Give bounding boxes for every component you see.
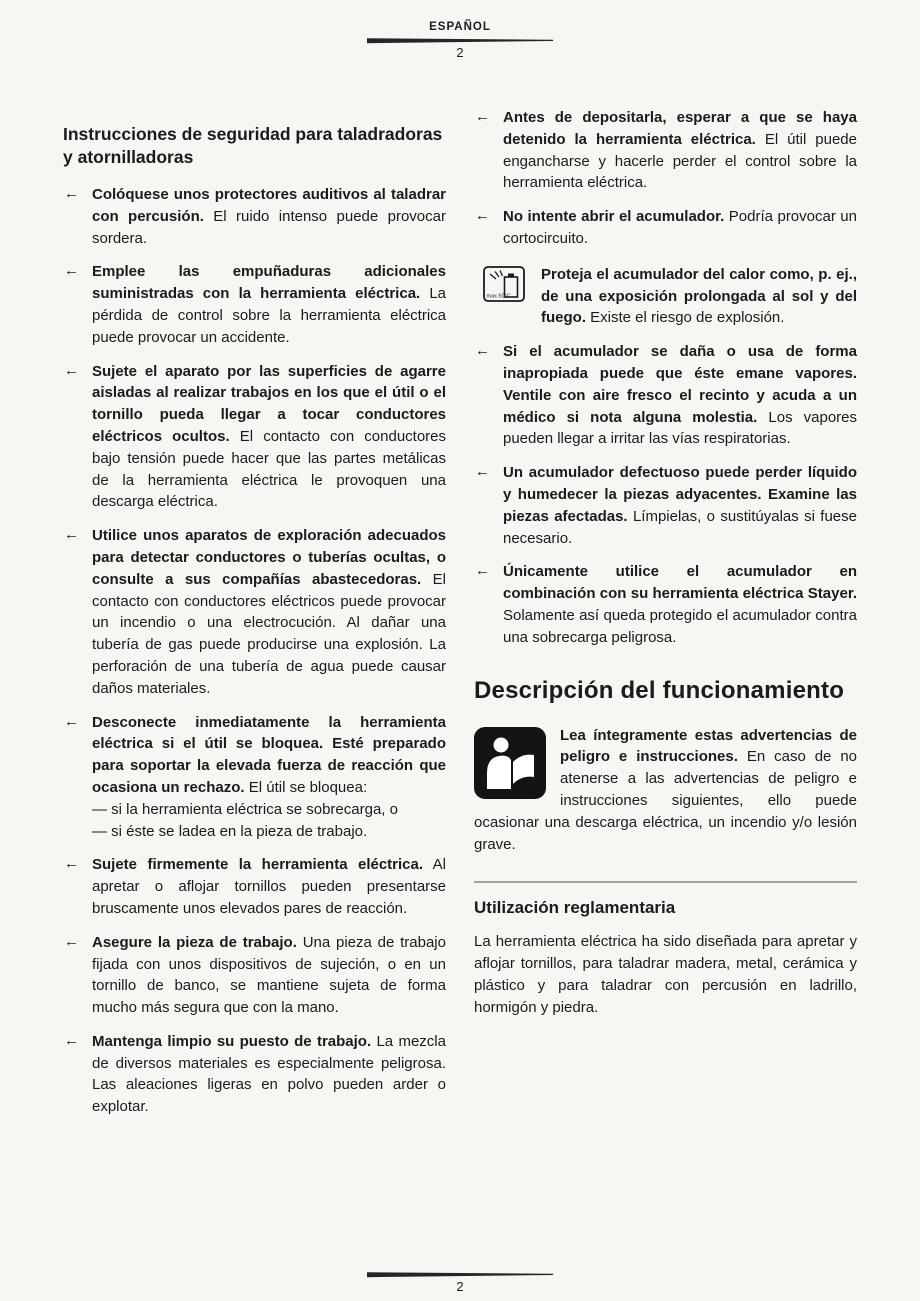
arrow-bullet-icon: ← bbox=[64, 932, 79, 950]
item-bold-text: Mantenga limpio su puesto de trabajo. bbox=[92, 1032, 372, 1050]
arrow-bullet-icon: ← bbox=[64, 185, 79, 202]
left-column bbox=[63, 107, 446, 1130]
item-bold-text: Antes de depositarla, esperar a que se haya detenido la herramienta eléctrica. bbox=[503, 109, 857, 148]
item-body-text: La pérdida de control sobre la herramienta eléctrica puede provocar un accidente. bbox=[92, 285, 447, 346]
battery-heat-warning bbox=[474, 264, 857, 329]
item-body-text: El contacto con conductores bajo tensión puede hacer que las partes metálicas de la herramienta eléctrica le provoquen una descarga eléctrica. bbox=[92, 427, 447, 511]
notice-body-text: En caso de no atenerse a las advertencias de peligro e instrucciones siguientes, ello puede ocasionar una descarga eléctrica, un incendio y/o lesión grave. bbox=[474, 748, 857, 853]
item-body-text: La mezcla de diversos materiales es especialmente peligrosa. Las aleaciones ligeras en polvo pueden arder o explotar. bbox=[92, 1032, 446, 1116]
item-bold-text: Si el acumulador se daña o usa de forma inapropiada puede que éste emane vapores. Ventile con aire fresco el recinto y acuda a un médico si nota alguna molestia. bbox=[503, 343, 857, 426]
item-body-text: Una pieza de trabajo fijada con unos dispositivos de sujeción, o en un tornillo de banco, se mantiene sujeta de forma mucho más segura que con la mano. bbox=[92, 933, 446, 1017]
page-header bbox=[0, 0, 920, 61]
item-body-text: El contacto con conductores eléctricos puede provocar un incendio o una electrocución. Al dañar una tubería de gas puede producirse una explosión. La perforación de una tubería de agua puede causar daños materiales. bbox=[92, 570, 447, 697]
safety-item-clean-workplace bbox=[63, 1031, 446, 1118]
arrow-bullet-icon: ← bbox=[475, 562, 490, 580]
arrow-bullet-icon: ← bbox=[475, 342, 490, 360]
arrow-bullet-icon: ← bbox=[475, 463, 490, 481]
section-title-safety: Instrucciones de seguridad para taladradoras y atornilladoras bbox=[63, 124, 443, 167]
item-dash-line: — si la herramienta eléctrica se sobrecarga, o bbox=[92, 800, 398, 818]
item-body-text: El útil puede engancharse y hacerle perder el control sobre la herramienta eléctrica. bbox=[503, 130, 857, 192]
read-instructions-notice bbox=[474, 725, 857, 856]
safety-item-hold-firmly bbox=[63, 854, 446, 919]
page-number-top: 2 bbox=[456, 45, 464, 60]
item-bold-text: Utilice unos aparatos de exploración adecuados para detectar conductores o tuberías ocultas, o consulte a sus compañías abastecedoras. bbox=[92, 527, 446, 588]
safety-item-wait-until-stopped bbox=[474, 107, 857, 194]
footer-separator-line bbox=[367, 1272, 553, 1278]
divider-line bbox=[474, 881, 857, 883]
item-dash-line: — si éste se ladea en la pieza de trabajo. bbox=[92, 822, 368, 840]
two-column-body bbox=[0, 61, 920, 1130]
item-bold-text: Emplee las empuñaduras adicionales suministradas con la herramienta eléctrica. bbox=[92, 263, 446, 303]
arrow-bullet-icon: ← bbox=[64, 712, 79, 730]
subsection-title-intended-use: Utilización reglamentaria bbox=[474, 898, 676, 918]
page-footer bbox=[0, 1268, 920, 1295]
safety-item-detectors bbox=[63, 525, 446, 699]
arrow-bullet-icon: ← bbox=[64, 526, 79, 544]
item-body-text: El útil se bloquea: bbox=[248, 778, 368, 796]
arrow-bullet-icon: ← bbox=[64, 262, 79, 280]
item-body-text: Los vapores pueden llegar a irritar las vías respiratorias. bbox=[503, 408, 858, 448]
safety-item-auxiliary-handles bbox=[63, 261, 446, 348]
item-bold-text: Colóquese unos protectores auditivos al taladrar con percusión. bbox=[92, 186, 446, 225]
notice-bold-text: Lea íntegramente estas advertencias de peligro e instrucciones. bbox=[560, 726, 857, 766]
item-body-text: Límpielas, o sustitúyalas si fuese necesario. bbox=[503, 507, 857, 547]
item-bold-text: Desconecte inmediatamente la herramienta eléctrica si el útil se bloquea. Esté preparado para soportar la elevada fuerza de reacción que ocasiona un rechazo. bbox=[92, 713, 446, 796]
arrow-bullet-icon: ← bbox=[475, 207, 490, 225]
item-bold-text: Un acumulador defectuoso puede perder líquido y humedecer la piezas adyacentes. Examine las piezas afectadas. bbox=[503, 464, 857, 525]
language-label: ESPAÑOL bbox=[429, 21, 491, 33]
safety-item-tool-jam bbox=[63, 712, 446, 843]
item-bold-text: Proteja el acumulador del calor como, p. ej., de una exposición prolongada al sol y del fuego. bbox=[541, 265, 857, 327]
item-bold-text: Únicamente utilice el acumulador en combinación con su herramienta eléctrica Stayer. bbox=[503, 563, 857, 603]
intended-use-paragraph: La herramienta eléctrica ha sido diseñada para apretar y aflojar tornillos, para taladrar madera, metal, cerámica y plástico y para taladrar con percusión en ladrillo, hormigón y piedra. bbox=[474, 933, 857, 1016]
header-separator-line bbox=[367, 38, 553, 44]
safety-item-battery-combination bbox=[474, 561, 857, 648]
item-bold-text: Sujete firmemente la herramienta eléctrica. bbox=[92, 856, 424, 874]
item-body-text: Existe el riesgo de explosión. bbox=[590, 309, 785, 327]
section-title-function-description: Descripción del funcionamiento bbox=[474, 676, 845, 704]
item-bold-text: No intente abrir el acumulador. bbox=[503, 208, 725, 226]
page-number-bottom: 2 bbox=[456, 1279, 464, 1294]
arrow-bullet-icon: ← bbox=[64, 361, 79, 379]
safety-item-ear-protection bbox=[63, 184, 446, 249]
safety-item-insulated-surfaces bbox=[63, 361, 446, 514]
battery-heat-icon bbox=[483, 266, 525, 309]
heat-icon-caption: max.50°C bbox=[486, 293, 511, 300]
arrow-bullet-icon: ← bbox=[64, 855, 79, 873]
item-body-text: El ruido intenso puede provocar sordera. bbox=[92, 207, 446, 247]
arrow-bullet-icon: ← bbox=[475, 108, 490, 125]
arrow-bullet-icon: ← bbox=[64, 1031, 79, 1049]
item-body-text: Podría provocar un cortocircuito. bbox=[503, 208, 857, 247]
right-column bbox=[474, 107, 857, 1130]
safety-item-battery-leak bbox=[474, 462, 857, 549]
item-bold-text: Asegure la pieza de trabajo. bbox=[92, 933, 297, 951]
item-body-text: Solamente así queda protegido el acumulador contra una sobrecarga peligrosa. bbox=[503, 606, 857, 646]
safety-item-do-not-open-battery bbox=[474, 206, 857, 250]
read-manual-icon bbox=[474, 727, 546, 806]
safety-item-secure-workpiece bbox=[63, 932, 446, 1019]
item-bold-text: Sujete el aparato por las superficies de agarre aisladas al realizar trabajos en los que el útil o el tornillo pueda llegar a tocar conductores eléctricos ocultos. bbox=[92, 362, 446, 445]
item-body-text: Al apretar o aflojar tornillos pueden presentarse bruscamente unos elevados pares de reacción. bbox=[92, 856, 446, 917]
safety-item-battery-vapors bbox=[474, 341, 857, 450]
